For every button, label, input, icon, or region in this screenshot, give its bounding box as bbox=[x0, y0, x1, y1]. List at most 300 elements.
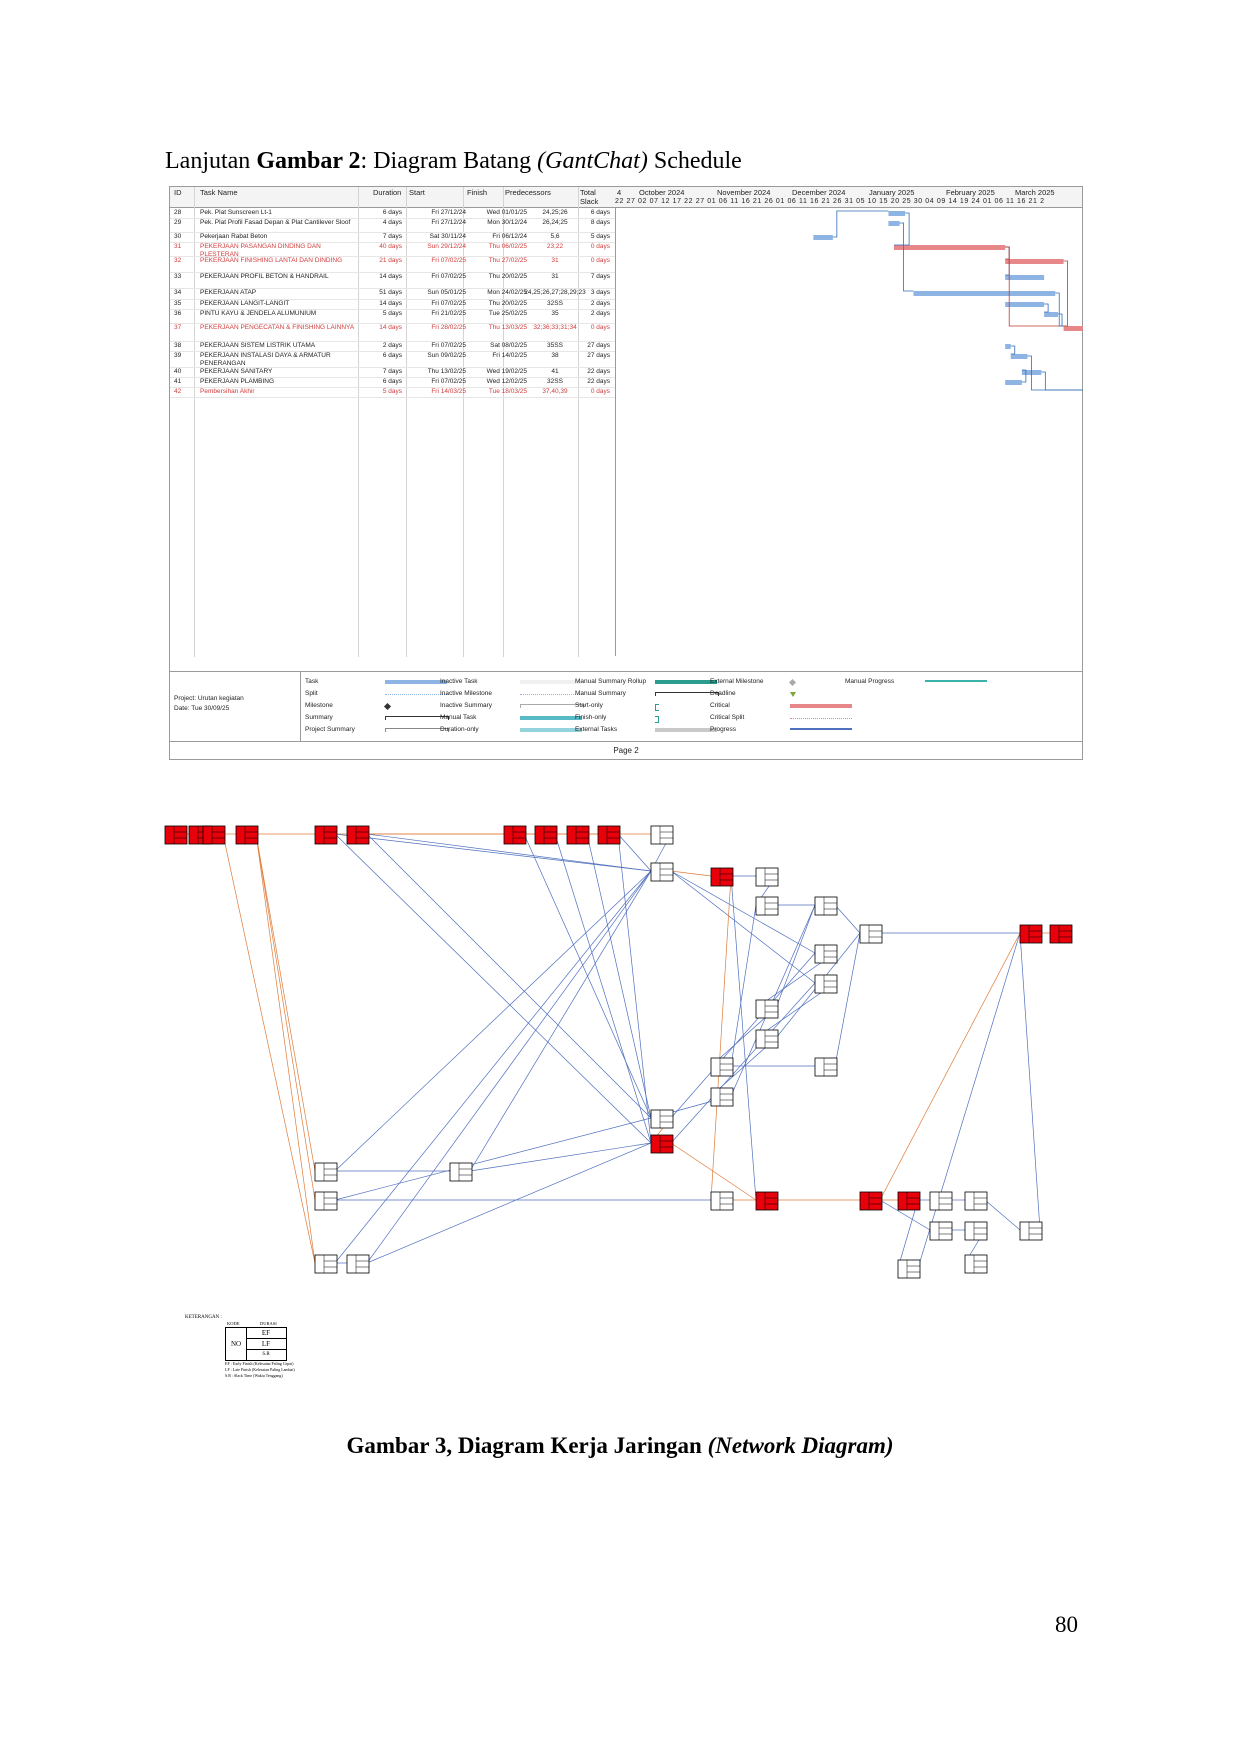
network-node bbox=[711, 868, 733, 886]
network-edge bbox=[835, 905, 860, 933]
timeline-month: October 2024 bbox=[639, 188, 685, 197]
task-finish: Fri 14/02/25 bbox=[492, 352, 527, 359]
task-duration: 14 days bbox=[379, 324, 402, 331]
task-start: Fri 21/02/25 bbox=[431, 310, 466, 317]
legend-lf: LF bbox=[246, 1339, 286, 1350]
legend-swatch bbox=[655, 716, 659, 723]
task-pred: 32;36;33;31;34 bbox=[533, 324, 577, 331]
task-row bbox=[170, 351, 615, 368]
network-node bbox=[756, 1000, 778, 1018]
legend-swatch bbox=[790, 718, 852, 719]
task-start: Sun 29/12/24 bbox=[427, 243, 466, 250]
legend-label: Manual Summary Rollup bbox=[575, 678, 647, 685]
legend-sl: S.R bbox=[262, 1352, 270, 1357]
task-pred: 5,6 bbox=[550, 233, 560, 240]
task-pred: 35SS bbox=[547, 342, 563, 349]
legend-label: Manual Summary bbox=[575, 690, 626, 697]
legend-notes bbox=[225, 1361, 295, 1379]
network-edge bbox=[335, 871, 651, 1171]
legend-swatch bbox=[384, 703, 391, 710]
header-finish: Finish bbox=[467, 188, 488, 197]
gantt-bar bbox=[1011, 354, 1028, 359]
gantt-header bbox=[170, 187, 1082, 208]
legend-label: Duration-only bbox=[440, 726, 479, 733]
task-pred: 32SS bbox=[547, 378, 563, 385]
network-node bbox=[450, 1163, 472, 1181]
task-duration: 14 days bbox=[379, 273, 402, 280]
task-slack: 6 days bbox=[590, 209, 610, 216]
network-edge bbox=[587, 834, 651, 1118]
network-node bbox=[535, 826, 557, 844]
gantt-page-label: Page 2 bbox=[170, 741, 1082, 759]
timeline-month: 4 bbox=[617, 188, 622, 197]
task-name: PEKERJAAN SISTEM LISTRIK UTAMA bbox=[200, 342, 316, 349]
task-duration: 21 days bbox=[379, 257, 402, 264]
legend-label: Milestone bbox=[305, 702, 333, 709]
gantt-chart bbox=[169, 186, 1083, 760]
legend-date: Date: Tue 30/09/25 bbox=[174, 705, 230, 712]
network-node bbox=[165, 826, 187, 844]
caption-italic: (GantChat) bbox=[537, 148, 648, 174]
network-edge bbox=[731, 905, 815, 1096]
task-slack: 0 days bbox=[590, 257, 610, 264]
task-slack: 0 days bbox=[590, 388, 610, 395]
network-node bbox=[315, 1163, 337, 1181]
legend-ef: EF bbox=[246, 1328, 286, 1339]
legend-label: Inactive Task bbox=[440, 678, 478, 685]
network-node bbox=[898, 1260, 920, 1278]
network-edge bbox=[671, 871, 815, 953]
dependency-link bbox=[833, 211, 889, 237]
legend-swatch bbox=[385, 680, 447, 684]
task-name: PEKERJAAN PASANGAN DINDING DAN PLESTERAN bbox=[200, 243, 321, 258]
network-node bbox=[651, 826, 673, 844]
task-name: Pek. Plat Profil Fasad Depan & Plat Cantilever Sloof bbox=[200, 219, 351, 226]
task-start: Fri 07/02/25 bbox=[431, 300, 466, 307]
task-finish: Thu 06/02/25 bbox=[488, 243, 527, 250]
task-finish: Sat 08/02/25 bbox=[490, 342, 527, 349]
legend-project: Project: Urutan kegiatan bbox=[174, 695, 244, 702]
task-pred: 35 bbox=[551, 310, 559, 317]
caption-italic: (Network Diagram) bbox=[707, 1433, 894, 1458]
network-edge bbox=[776, 905, 815, 1008]
timeline-month: January 2025 bbox=[869, 188, 915, 197]
legend-swatch bbox=[790, 704, 852, 708]
task-finish: Thu 20/02/25 bbox=[488, 300, 527, 307]
legend-label: Critical bbox=[710, 702, 730, 709]
network-node bbox=[965, 1255, 987, 1273]
task-slack: 22 days bbox=[587, 368, 610, 375]
network-node bbox=[815, 975, 837, 993]
network-edge bbox=[756, 953, 835, 1008]
network-node bbox=[815, 1058, 837, 1076]
legend-label: Critical Split bbox=[710, 714, 745, 721]
task-start: Thu 13/02/25 bbox=[427, 368, 466, 375]
task-row bbox=[170, 272, 615, 289]
task-slack: 2 days bbox=[590, 300, 610, 307]
task-slack: 0 days bbox=[590, 324, 610, 331]
gantt-bar bbox=[1005, 380, 1022, 385]
network-node bbox=[651, 863, 673, 881]
network-edge bbox=[898, 1200, 918, 1268]
network-edge bbox=[470, 1143, 651, 1171]
figure-caption-network bbox=[0, 1433, 1240, 1459]
task-slack: 7 days bbox=[590, 273, 610, 280]
timeline-header bbox=[615, 187, 1082, 207]
legend-label: External Tasks bbox=[575, 726, 618, 733]
network-edge bbox=[731, 876, 756, 1200]
network-node bbox=[203, 826, 225, 844]
caption-suffix: Schedule bbox=[653, 148, 742, 174]
timeline-days: 22 27 02 07 12 17 22 27 01 06 11 16 21 26 01 06 11 16 21 26 31 05 10 15 20 25 30 04 09 14 19 24 01 06 11 16 21 2 bbox=[615, 198, 1045, 205]
network-edge bbox=[335, 1118, 651, 1200]
task-start: Sun 05/01/25 bbox=[427, 289, 466, 296]
task-pred: 24,25;26 bbox=[542, 209, 568, 216]
gantt-bar bbox=[1044, 312, 1058, 317]
legend-label: Manual Progress bbox=[845, 678, 895, 685]
network-edge bbox=[651, 1096, 731, 1118]
task-id: 41 bbox=[174, 378, 182, 385]
task-id: 40 bbox=[174, 368, 182, 375]
task-slack: 8 days bbox=[590, 219, 610, 226]
dependency-link bbox=[1041, 372, 1083, 390]
task-pred: 37,40,39 bbox=[542, 388, 568, 395]
network-node bbox=[315, 1192, 337, 1210]
legend-label: Summary bbox=[305, 714, 333, 721]
dependency-link bbox=[1005, 247, 1009, 259]
legend-note: EF : Early Finish (Kelesaian Paling Cepat) bbox=[225, 1361, 294, 1366]
legend-label: Inactive Milestone bbox=[440, 690, 493, 697]
network-node bbox=[711, 1192, 733, 1210]
task-pred: 24,25;26,27;28,29;23 bbox=[524, 289, 586, 296]
dependency-link bbox=[1064, 261, 1068, 326]
network-node bbox=[504, 826, 526, 844]
task-start: Sun 09/02/25 bbox=[427, 352, 466, 359]
network-edge bbox=[756, 876, 776, 905]
network-edge bbox=[880, 1200, 930, 1230]
network-edge bbox=[367, 871, 651, 1263]
page-number: 80 bbox=[1055, 1612, 1078, 1637]
network-edge bbox=[671, 871, 815, 983]
task-pred: 41 bbox=[551, 368, 559, 375]
legend-swatch bbox=[655, 680, 717, 684]
task-name: PINTU KAYU & JENDELA ALUMUNIUM bbox=[200, 310, 317, 317]
task-name: PEKERJAAN PENGECATAN & FINISHING LAINNYA bbox=[200, 324, 355, 331]
network-edge bbox=[524, 834, 651, 1118]
header-id: ID bbox=[174, 188, 182, 197]
task-name: PEKERJAAN INSTALASI DAYA & ARMATUR PENERANGAN bbox=[200, 352, 331, 367]
task-start: Fri 07/02/25 bbox=[431, 342, 466, 349]
task-slack: 27 days bbox=[587, 352, 610, 359]
legend-kode: KODE bbox=[227, 1321, 240, 1326]
task-id: 33 bbox=[174, 273, 182, 280]
task-id: 29 bbox=[174, 219, 182, 226]
task-id: 38 bbox=[174, 342, 182, 349]
network-edge bbox=[918, 933, 1020, 1268]
network-node bbox=[651, 1135, 673, 1153]
task-name: PEKERJAAN PLAMBING bbox=[200, 378, 275, 385]
legend-label: Split bbox=[305, 690, 318, 697]
legend-label: Manual Task bbox=[440, 714, 477, 721]
network-edge bbox=[335, 871, 651, 1263]
task-duration: 5 days bbox=[382, 310, 402, 317]
gantt-bar bbox=[1005, 344, 1011, 349]
gantt-timeline bbox=[615, 208, 1083, 656]
network-node bbox=[930, 1222, 952, 1240]
task-row bbox=[170, 218, 615, 233]
dependency-link bbox=[1044, 304, 1048, 312]
network-edge bbox=[711, 1038, 776, 1096]
task-finish: Fri 06/12/24 bbox=[492, 233, 527, 240]
network-edge bbox=[651, 834, 671, 871]
task-start: Fri 07/02/25 bbox=[431, 378, 466, 385]
gantt-bar bbox=[913, 291, 1055, 296]
task-name: Pek. Plat Sunscreen Lt-1 bbox=[200, 209, 272, 216]
legend-swatch bbox=[790, 692, 796, 697]
task-duration: 6 days bbox=[382, 209, 402, 216]
task-id: 37 bbox=[174, 324, 182, 331]
task-name: PEKERJAAN SANITARY bbox=[200, 368, 273, 375]
legend-label: Deadline bbox=[710, 690, 736, 697]
network-edge bbox=[256, 834, 315, 1200]
network-edge bbox=[335, 834, 651, 1143]
legend-label: Project Summary bbox=[305, 726, 355, 733]
legend-label: Progress bbox=[710, 726, 737, 733]
network-edge bbox=[335, 834, 651, 871]
task-duration: 6 days bbox=[382, 352, 402, 359]
header-task-name: Task Name bbox=[200, 188, 238, 197]
task-id: 28 bbox=[174, 209, 182, 216]
gantt-bar bbox=[894, 245, 1005, 250]
task-finish: Tue 25/02/25 bbox=[488, 310, 527, 317]
task-start: Fri 28/02/25 bbox=[431, 324, 466, 331]
gantt-bar bbox=[888, 221, 899, 226]
task-duration: 40 days bbox=[379, 243, 402, 250]
caption-middle: : Diagram Batang bbox=[360, 148, 532, 174]
task-name: Pembersihan Akhir bbox=[200, 388, 255, 395]
dependency-link bbox=[900, 223, 914, 291]
network-node bbox=[567, 826, 589, 844]
network-edge bbox=[671, 953, 815, 1118]
task-row bbox=[170, 309, 615, 324]
task-name: PEKERJAAN LANGIT-LANGIT bbox=[200, 300, 290, 307]
task-duration: 6 days bbox=[382, 378, 402, 385]
gantt-bar bbox=[1005, 302, 1044, 307]
task-id: 31 bbox=[174, 243, 182, 250]
task-slack: 3 days bbox=[590, 289, 610, 296]
task-duration: 2 days bbox=[382, 342, 402, 349]
network-edge bbox=[470, 871, 651, 1171]
gantt-legend bbox=[170, 671, 1082, 742]
network-edge bbox=[367, 1143, 651, 1263]
network-node bbox=[898, 1192, 920, 1210]
gantt-bar bbox=[1005, 259, 1063, 264]
network-edge bbox=[756, 983, 835, 1038]
task-id: 36 bbox=[174, 310, 182, 317]
task-pred: 38 bbox=[551, 352, 559, 359]
legend-swatch bbox=[925, 680, 987, 682]
network-node bbox=[815, 897, 837, 915]
legend-swatch bbox=[520, 694, 582, 695]
timeline-month: November 2024 bbox=[717, 188, 771, 197]
header-total-slack: Total Slack bbox=[580, 188, 599, 206]
network-node bbox=[598, 826, 620, 844]
task-duration: 7 days bbox=[382, 233, 402, 240]
network-node bbox=[315, 1255, 337, 1273]
task-id: 42 bbox=[174, 388, 182, 395]
gantt-bars bbox=[616, 208, 1083, 656]
network-node bbox=[756, 1192, 778, 1210]
timeline-month: March 2025 bbox=[1015, 188, 1055, 197]
header-predecessors: Predecessors bbox=[505, 188, 551, 197]
task-id: 35 bbox=[174, 300, 182, 307]
caption-bold: Gambar 2 bbox=[256, 148, 361, 174]
task-pred: 31 bbox=[551, 257, 559, 264]
network-edge bbox=[711, 1008, 776, 1066]
network-node bbox=[651, 1110, 673, 1128]
caption-prefix: Lanjutan bbox=[165, 148, 251, 174]
network-edge bbox=[256, 834, 315, 1263]
network-edge bbox=[731, 905, 756, 1066]
task-finish: Mon 24/02/25 bbox=[487, 289, 527, 296]
network-node bbox=[965, 1222, 987, 1240]
task-row bbox=[170, 387, 615, 398]
network-edge bbox=[651, 1118, 671, 1143]
legend-swatch bbox=[655, 728, 717, 732]
legend-swatch bbox=[520, 728, 582, 732]
legend-label: Start-only bbox=[575, 702, 603, 709]
network-edge bbox=[1020, 933, 1040, 1230]
task-start: Fri 07/02/25 bbox=[431, 257, 466, 264]
task-slack: 2 days bbox=[590, 310, 610, 317]
network-node bbox=[860, 1192, 882, 1210]
network-edge bbox=[965, 1230, 985, 1263]
network-legend bbox=[185, 1315, 355, 1378]
dependency-link bbox=[1011, 346, 1015, 354]
figure-caption-gantt bbox=[165, 148, 742, 175]
gantt-bar bbox=[1005, 275, 1044, 280]
network-node bbox=[1020, 1222, 1042, 1240]
task-duration: 51 days bbox=[379, 289, 402, 296]
task-finish: Thu 13/03/25 bbox=[488, 324, 527, 331]
task-row bbox=[170, 256, 615, 273]
legend-title: KETERANGAN : bbox=[185, 1315, 222, 1320]
task-slack: 5 days bbox=[590, 233, 610, 240]
network-edge bbox=[256, 834, 315, 1171]
network-edge bbox=[776, 933, 860, 1038]
task-finish: Wed 19/02/25 bbox=[486, 368, 527, 375]
task-pred: 31 bbox=[551, 273, 559, 280]
task-slack: 27 days bbox=[587, 342, 610, 349]
task-finish: Tue 18/03/25 bbox=[488, 388, 527, 395]
task-start: Fri 14/03/25 bbox=[431, 388, 466, 395]
legend-swatch bbox=[655, 704, 659, 711]
task-row bbox=[170, 323, 615, 342]
gantt-bar bbox=[888, 211, 905, 216]
legend-durasi: DURASI bbox=[260, 1321, 277, 1326]
legend-swatch bbox=[385, 694, 447, 695]
network-node bbox=[756, 868, 778, 886]
network-node bbox=[1020, 925, 1042, 943]
legend-swatch bbox=[789, 679, 796, 686]
gantt-bar bbox=[1064, 326, 1083, 331]
task-finish: Thu 20/02/25 bbox=[488, 273, 527, 280]
task-start: Fri 07/02/25 bbox=[431, 273, 466, 280]
network-node bbox=[711, 1088, 733, 1106]
network-edge bbox=[555, 834, 651, 1143]
network-node bbox=[756, 897, 778, 915]
task-duration: 5 days bbox=[382, 388, 402, 395]
legend-swatch bbox=[790, 728, 852, 730]
task-slack: 0 days bbox=[590, 243, 610, 250]
dependency-link bbox=[894, 213, 909, 245]
timeline-month: February 2025 bbox=[946, 188, 995, 197]
task-start: Fri 27/12/24 bbox=[431, 219, 466, 226]
network-node bbox=[189, 826, 211, 844]
task-name: Pekerjaan Rabat Beton bbox=[200, 233, 268, 240]
task-start: Fri 27/12/24 bbox=[431, 209, 466, 216]
network-node bbox=[930, 1192, 952, 1210]
task-slack: 22 days bbox=[587, 378, 610, 385]
network-edge bbox=[985, 1200, 1020, 1230]
task-duration: 7 days bbox=[382, 368, 402, 375]
task-duration: 14 days bbox=[379, 300, 402, 307]
caption-bold: Gambar 3, Diagram Kerja Jaringan bbox=[346, 1433, 702, 1458]
task-id: 32 bbox=[174, 257, 182, 264]
gantt-bar bbox=[813, 235, 832, 240]
legend-label: Task bbox=[305, 678, 319, 685]
network-node bbox=[347, 826, 369, 844]
network-node bbox=[756, 1030, 778, 1048]
task-id: 30 bbox=[174, 233, 182, 240]
network-edge bbox=[671, 1143, 756, 1200]
legend-label: Inactive Summary bbox=[440, 702, 493, 709]
network-node bbox=[347, 1255, 369, 1273]
header-duration: Duration bbox=[373, 188, 402, 197]
task-name: PEKERJAAN ATAP bbox=[200, 289, 257, 296]
network-node bbox=[965, 1192, 987, 1210]
network-edge bbox=[835, 933, 860, 1066]
network-edge bbox=[880, 933, 1020, 1200]
legend-no: NO bbox=[226, 1328, 247, 1360]
legend-label: External Milestone bbox=[710, 678, 764, 685]
task-id: 34 bbox=[174, 289, 182, 296]
task-id: 39 bbox=[174, 352, 182, 359]
task-pred: 26,24;25 bbox=[542, 219, 568, 226]
network-node bbox=[1050, 925, 1072, 943]
header-start: Start bbox=[409, 188, 425, 197]
task-finish: Mon 30/12/24 bbox=[487, 219, 527, 226]
legend-label: Finish-only bbox=[575, 714, 607, 721]
network-edge bbox=[711, 876, 731, 1200]
network-node bbox=[315, 826, 337, 844]
task-row bbox=[170, 242, 615, 257]
network-edge bbox=[671, 871, 711, 876]
network-node bbox=[236, 826, 258, 844]
legend-note: LF : Late Finish (Kelesaian Paling Lambat) bbox=[225, 1367, 295, 1372]
network-edge bbox=[367, 834, 651, 871]
network-edge bbox=[223, 834, 315, 1263]
network-node bbox=[711, 1058, 733, 1076]
network-edge bbox=[618, 834, 651, 871]
network-edge bbox=[671, 983, 815, 1143]
task-duration: 4 days bbox=[382, 219, 402, 226]
task-pred: 32SS bbox=[547, 300, 563, 307]
legend-swatch bbox=[520, 680, 582, 684]
task-finish: Wed 01/01/25 bbox=[486, 209, 527, 216]
legend-swatch bbox=[520, 716, 582, 720]
task-finish: Thu 27/02/25 bbox=[488, 257, 527, 264]
